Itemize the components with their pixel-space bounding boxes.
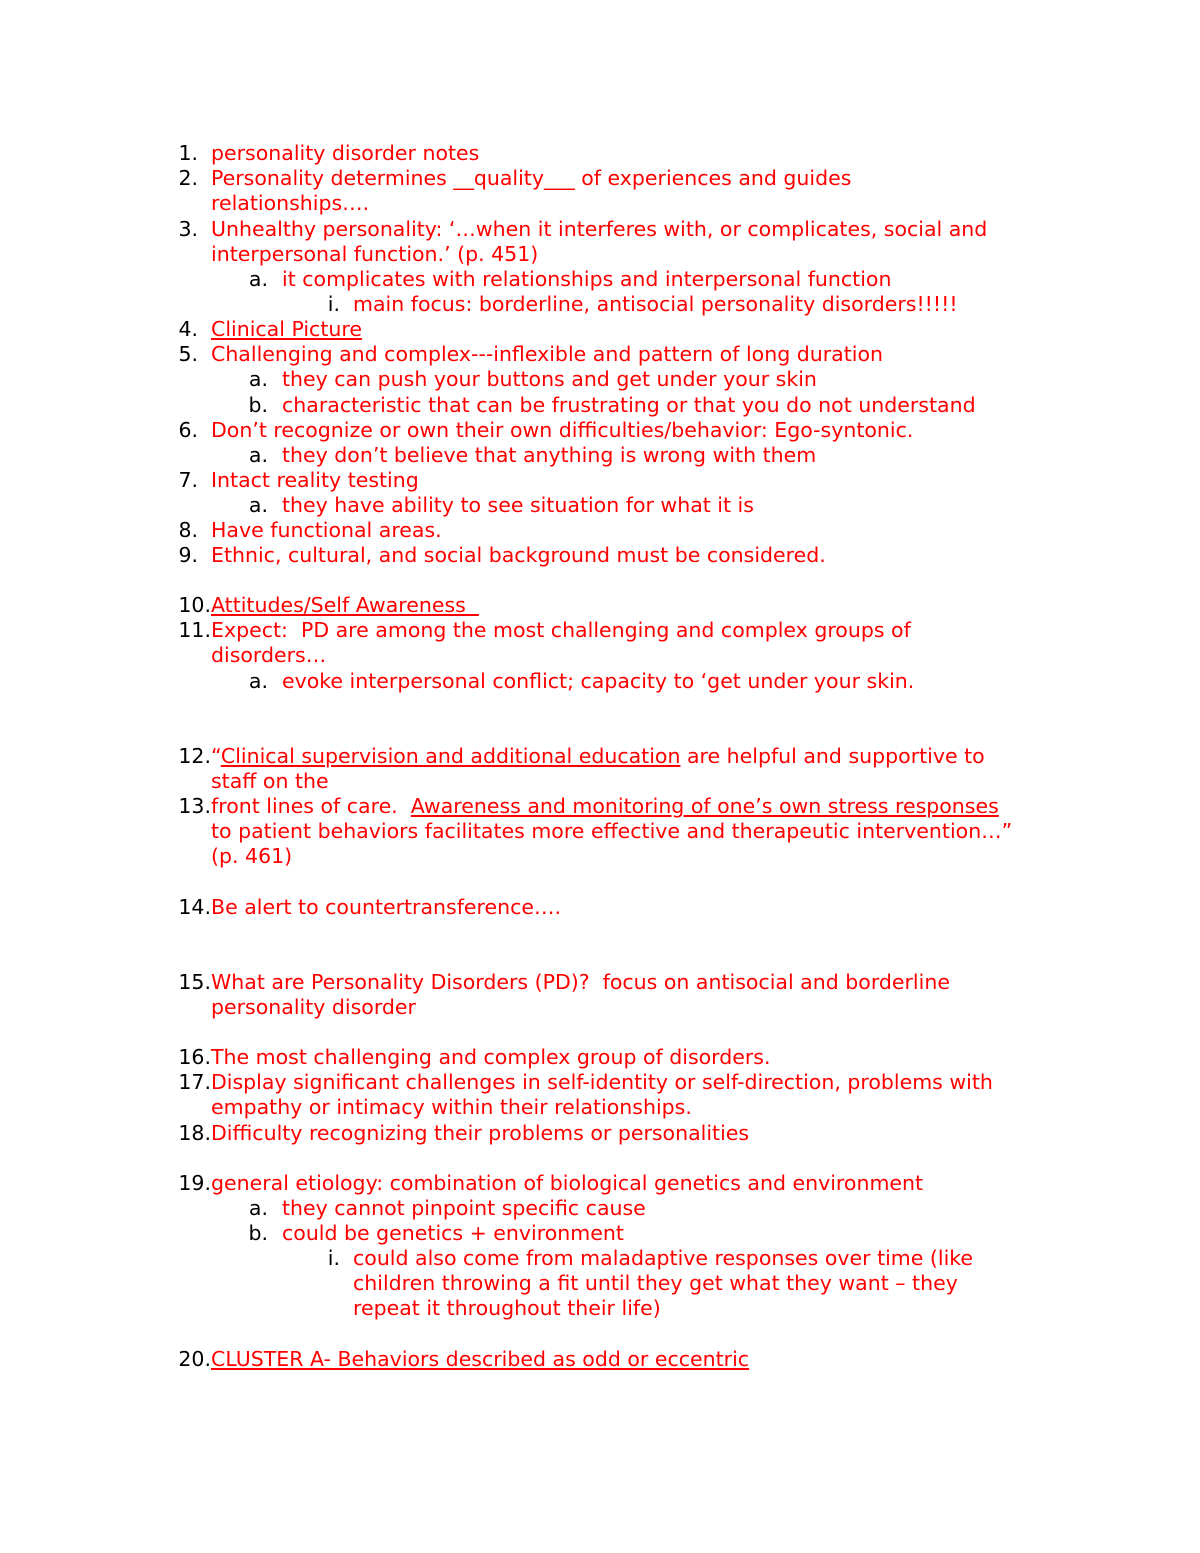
list-item-text: disorders… xyxy=(211,643,327,667)
list-marker: 13. xyxy=(178,794,211,818)
list-item-text: it complicates with relationships and interpersonal function xyxy=(282,267,892,291)
list-marker: 17. xyxy=(178,1070,211,1094)
list-marker: b. xyxy=(248,1221,268,1245)
list-marker: a. xyxy=(248,493,268,517)
list-marker: 11. xyxy=(178,618,211,642)
list-marker: 7. xyxy=(178,468,198,492)
list-item-text: Difficulty recognizing their problems or personalities xyxy=(211,1121,750,1145)
list-marker: a. xyxy=(248,267,268,291)
list-item-text: Expect: PD are among the most challenging and complex groups of xyxy=(211,618,911,642)
list-marker: 4. xyxy=(178,317,198,341)
list-item-text: Intact reality testing xyxy=(211,468,419,492)
list-marker: 18. xyxy=(178,1121,211,1145)
list-marker: 20. xyxy=(178,1347,211,1371)
list-item-text: characteristic that can be frustrating or that you do not understand xyxy=(282,393,976,417)
list-item-text: they don’t believe that anything is wrong with them xyxy=(282,443,817,467)
list-marker: 16. xyxy=(178,1045,211,1069)
section-heading: Attitudes/Self Awareness xyxy=(211,593,479,617)
list-item-text: personality disorder xyxy=(211,995,416,1019)
list-item-text: personality disorder notes xyxy=(211,141,480,165)
list-marker: 8. xyxy=(178,518,198,542)
list-item-text: evoke interpersonal conflict; capacity to ‘get under your skin. xyxy=(282,669,915,693)
list-marker: 14. xyxy=(178,895,211,919)
list-marker: 6. xyxy=(178,418,198,442)
list-item-text: repeat it throughout their life) xyxy=(353,1296,661,1320)
section-heading: Clinical Picture xyxy=(211,317,362,341)
list-item-text: interpersonal function.’ (p. 451) xyxy=(211,242,539,266)
list-marker: 5. xyxy=(178,342,198,366)
list-item-text: could be genetics + environment xyxy=(282,1221,624,1245)
list-marker: 1. xyxy=(178,141,198,165)
list-item-text: Personality determines __quality___ of experiences and guides xyxy=(211,166,852,190)
list-item-text: Unhealthy personality: ‘…when it interferes with, or complicates, social and xyxy=(211,217,988,241)
underlined-phrase: Clinical supervision and additional education xyxy=(220,744,681,768)
list-marker: 2. xyxy=(178,166,198,190)
list-marker: 3. xyxy=(178,217,198,241)
list-item-text xyxy=(211,794,999,819)
list-item-text: they can push your buttons and get under your skin xyxy=(282,367,817,391)
list-item-text: general etiology: combination of biological genetics and environment xyxy=(211,1171,924,1195)
list-item-text: Display significant challenges in self-identity or self-direction, problems with xyxy=(211,1070,993,1094)
list-marker: 15. xyxy=(178,970,211,994)
list-item-text: Ethnic, cultural, and social background must be considered. xyxy=(211,543,826,567)
list-marker: 19. xyxy=(178,1171,211,1195)
list-marker: a. xyxy=(248,367,268,391)
list-item-text: relationships…. xyxy=(211,191,370,215)
list-item-text: they have ability to see situation for what it is xyxy=(282,493,754,517)
list-marker: a. xyxy=(248,669,268,693)
list-item-text: Have functional areas. xyxy=(211,518,442,542)
list-item-text: What are Personality Disorders (PD)? focus on antisocial and borderline xyxy=(211,970,950,994)
list-item-text: staff on the xyxy=(211,769,329,793)
open-quote: “ xyxy=(211,744,221,768)
list-marker: 9. xyxy=(178,543,198,567)
text-run: front lines of care. xyxy=(211,794,411,818)
list-item-text: main focus: borderline, antisocial personality disorders!!!!! xyxy=(353,292,958,316)
list-item-text xyxy=(211,744,985,769)
list-marker: 10. xyxy=(178,593,211,617)
list-item-text: Be alert to countertransference…. xyxy=(211,895,562,919)
list-marker: 12. xyxy=(178,744,211,768)
list-marker: i. xyxy=(327,292,340,316)
list-marker: a. xyxy=(248,1196,268,1220)
list-marker: a. xyxy=(248,443,268,467)
list-item-text: to patient behaviors facilitates more effective and therapeutic intervention…” xyxy=(211,819,1013,843)
list-item-text: they cannot pinpoint specific cause xyxy=(282,1196,646,1220)
section-heading: CLUSTER A- Behaviors described as odd or eccentric xyxy=(211,1347,750,1371)
list-marker: i. xyxy=(327,1246,340,1270)
list-item-text: Challenging and complex---inflexible and pattern of long duration xyxy=(211,342,883,366)
list-item-text: children throwing a fit until they get what they want – they xyxy=(353,1271,958,1295)
text-run: are helpful and supportive to xyxy=(680,744,985,768)
list-item-text: empathy or intimacy within their relationships. xyxy=(211,1095,692,1119)
underlined-phrase: Awareness and monitoring of one’s own stress responses xyxy=(410,794,999,818)
list-marker: b. xyxy=(248,393,268,417)
list-item-text: (p. 461) xyxy=(211,844,293,868)
list-item-text: The most challenging and complex group of disorders. xyxy=(211,1045,771,1069)
list-item-text: Don’t recognize or own their own difficulties/behavior: Ego-syntonic. xyxy=(211,418,914,442)
list-item-text: could also come from maladaptive responses over time (like xyxy=(353,1246,974,1270)
